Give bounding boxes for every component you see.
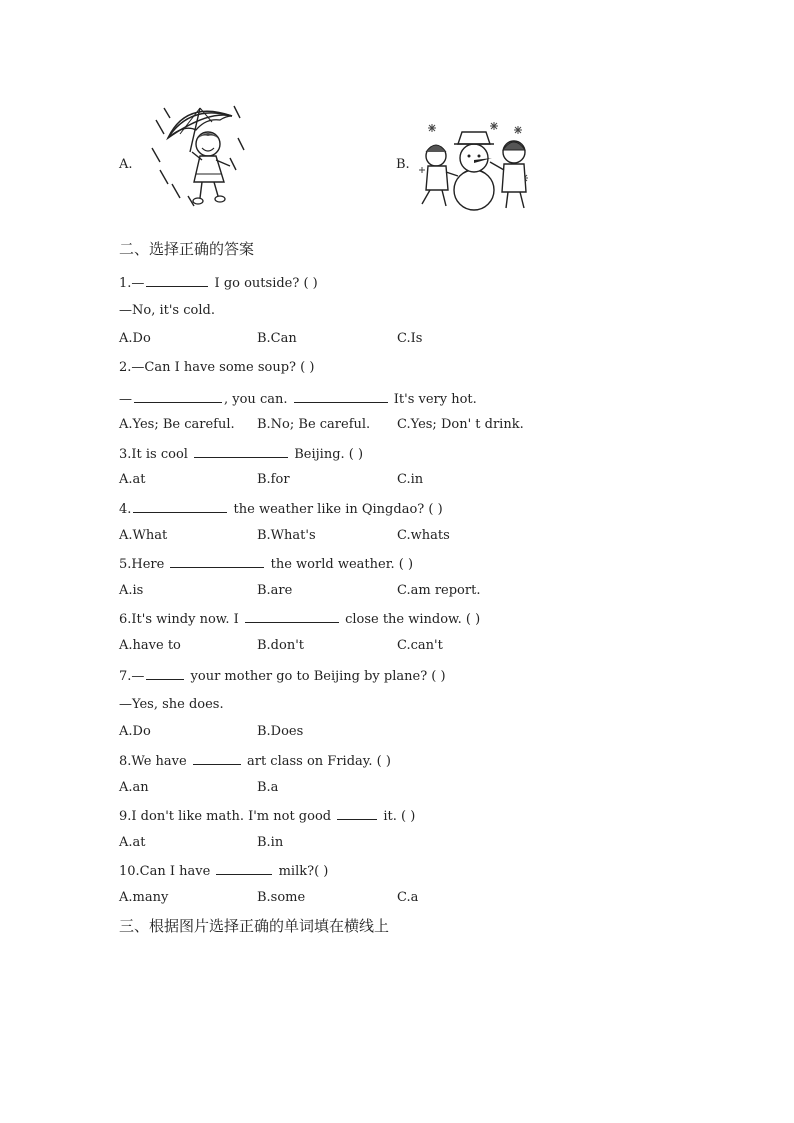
question-text: 8.We have [119, 754, 187, 769]
option-a[interactable]: A.an [119, 780, 149, 795]
option-b[interactable]: B.No; Be careful. [257, 417, 371, 432]
answer-blank[interactable] [146, 274, 208, 287]
question-text: 4. [119, 502, 132, 517]
option-b[interactable]: B.for [257, 472, 290, 487]
option-c[interactable]: C.in [397, 472, 424, 487]
question-text: I go outside? ( ) [214, 276, 318, 291]
question-text: the weather like in Qingdao? ( ) [233, 502, 443, 517]
option-c[interactable]: C.am report. [397, 583, 481, 598]
option-c[interactable]: C.a [397, 890, 419, 905]
option-c[interactable]: C.Is [397, 331, 423, 346]
option-b[interactable]: B.are [257, 583, 293, 598]
question-6 [119, 610, 480, 628]
question-7-line2: —Yes, she does. [119, 697, 224, 712]
question-text: art class on Friday. ( ) [246, 754, 391, 769]
question-text: 7.— [119, 669, 145, 684]
question-3 [119, 445, 363, 463]
question-text: your mother go to Beijing by plane? ( ) [190, 669, 446, 684]
question-text: 5.Here [119, 557, 165, 572]
option-a[interactable]: A.Do [119, 724, 151, 739]
question-4 [119, 500, 443, 518]
question-1 [119, 274, 318, 292]
answer-blank[interactable] [216, 862, 272, 875]
question-text: , you can. [224, 392, 288, 407]
section-title: 三、根据图片选择正确的单词填在横线上 [119, 917, 390, 935]
option-b[interactable]: B.Can [257, 331, 297, 346]
question-text: close the window. ( ) [345, 612, 481, 627]
option-c[interactable]: C.can't [397, 638, 443, 653]
option-b[interactable]: B.a [257, 780, 279, 795]
question-text: — [119, 392, 132, 407]
answer-blank[interactable] [337, 807, 377, 820]
option-a[interactable]: A.at [119, 835, 146, 850]
option-a[interactable]: A.Do [119, 331, 151, 346]
answer-blank[interactable] [133, 500, 227, 513]
question-text: 6.It's windy now. I [119, 612, 239, 627]
question-9 [119, 807, 415, 825]
question-text: milk?( ) [278, 864, 329, 879]
option-c[interactable]: C.Yes; Don' t drink. [397, 417, 524, 432]
question-text: 10.Can I have [119, 864, 211, 879]
question-8 [119, 752, 391, 770]
answer-blank[interactable] [170, 555, 264, 568]
answer-blank[interactable] [245, 610, 339, 623]
question-1-line2: —No, it's cold. [119, 303, 215, 318]
option-a[interactable]: A.is [119, 583, 144, 598]
option-b-label: B. [396, 157, 410, 172]
section-title: 二、选择正确的答案 [119, 240, 255, 258]
question-10 [119, 862, 328, 880]
option-b[interactable]: B.some [257, 890, 306, 905]
question-7 [119, 667, 446, 685]
answer-blank[interactable] [194, 445, 288, 458]
answer-blank[interactable] [294, 390, 388, 403]
question-text: the world weather. ( ) [270, 557, 414, 572]
question-2-line2 [119, 390, 477, 408]
question-text: 9.I don't like math. I'm not good [119, 809, 332, 824]
girl-with-umbrella-in-rain-illustration [150, 100, 250, 212]
question-5 [119, 555, 413, 573]
question-2: 2.—Can I have some soup? ( ) [119, 360, 315, 375]
option-a[interactable]: A.have to [119, 638, 181, 653]
option-a-label: A. [119, 157, 133, 172]
option-b[interactable]: B.in [257, 835, 284, 850]
answer-blank[interactable] [146, 667, 184, 680]
question-text: 3.It is cool [119, 447, 188, 462]
question-text: 1.— [119, 276, 145, 291]
option-b[interactable]: B.Does [257, 724, 304, 739]
question-text: It's very hot. [393, 392, 477, 407]
question-text: it. ( ) [383, 809, 416, 824]
option-c[interactable]: C.whats [397, 528, 450, 543]
option-a[interactable]: A.many [119, 890, 169, 905]
question-text: Beijing. ( ) [294, 447, 364, 462]
answer-blank[interactable] [193, 752, 241, 765]
option-b[interactable]: B.What's [257, 528, 316, 543]
option-b[interactable]: B.don't [257, 638, 305, 653]
children-building-snowman-illustration [414, 118, 540, 214]
option-a[interactable]: A.at [119, 472, 146, 487]
option-a[interactable]: A.Yes; Be careful. [119, 417, 235, 432]
answer-blank[interactable] [134, 390, 222, 403]
option-a[interactable]: A.What [119, 528, 168, 543]
